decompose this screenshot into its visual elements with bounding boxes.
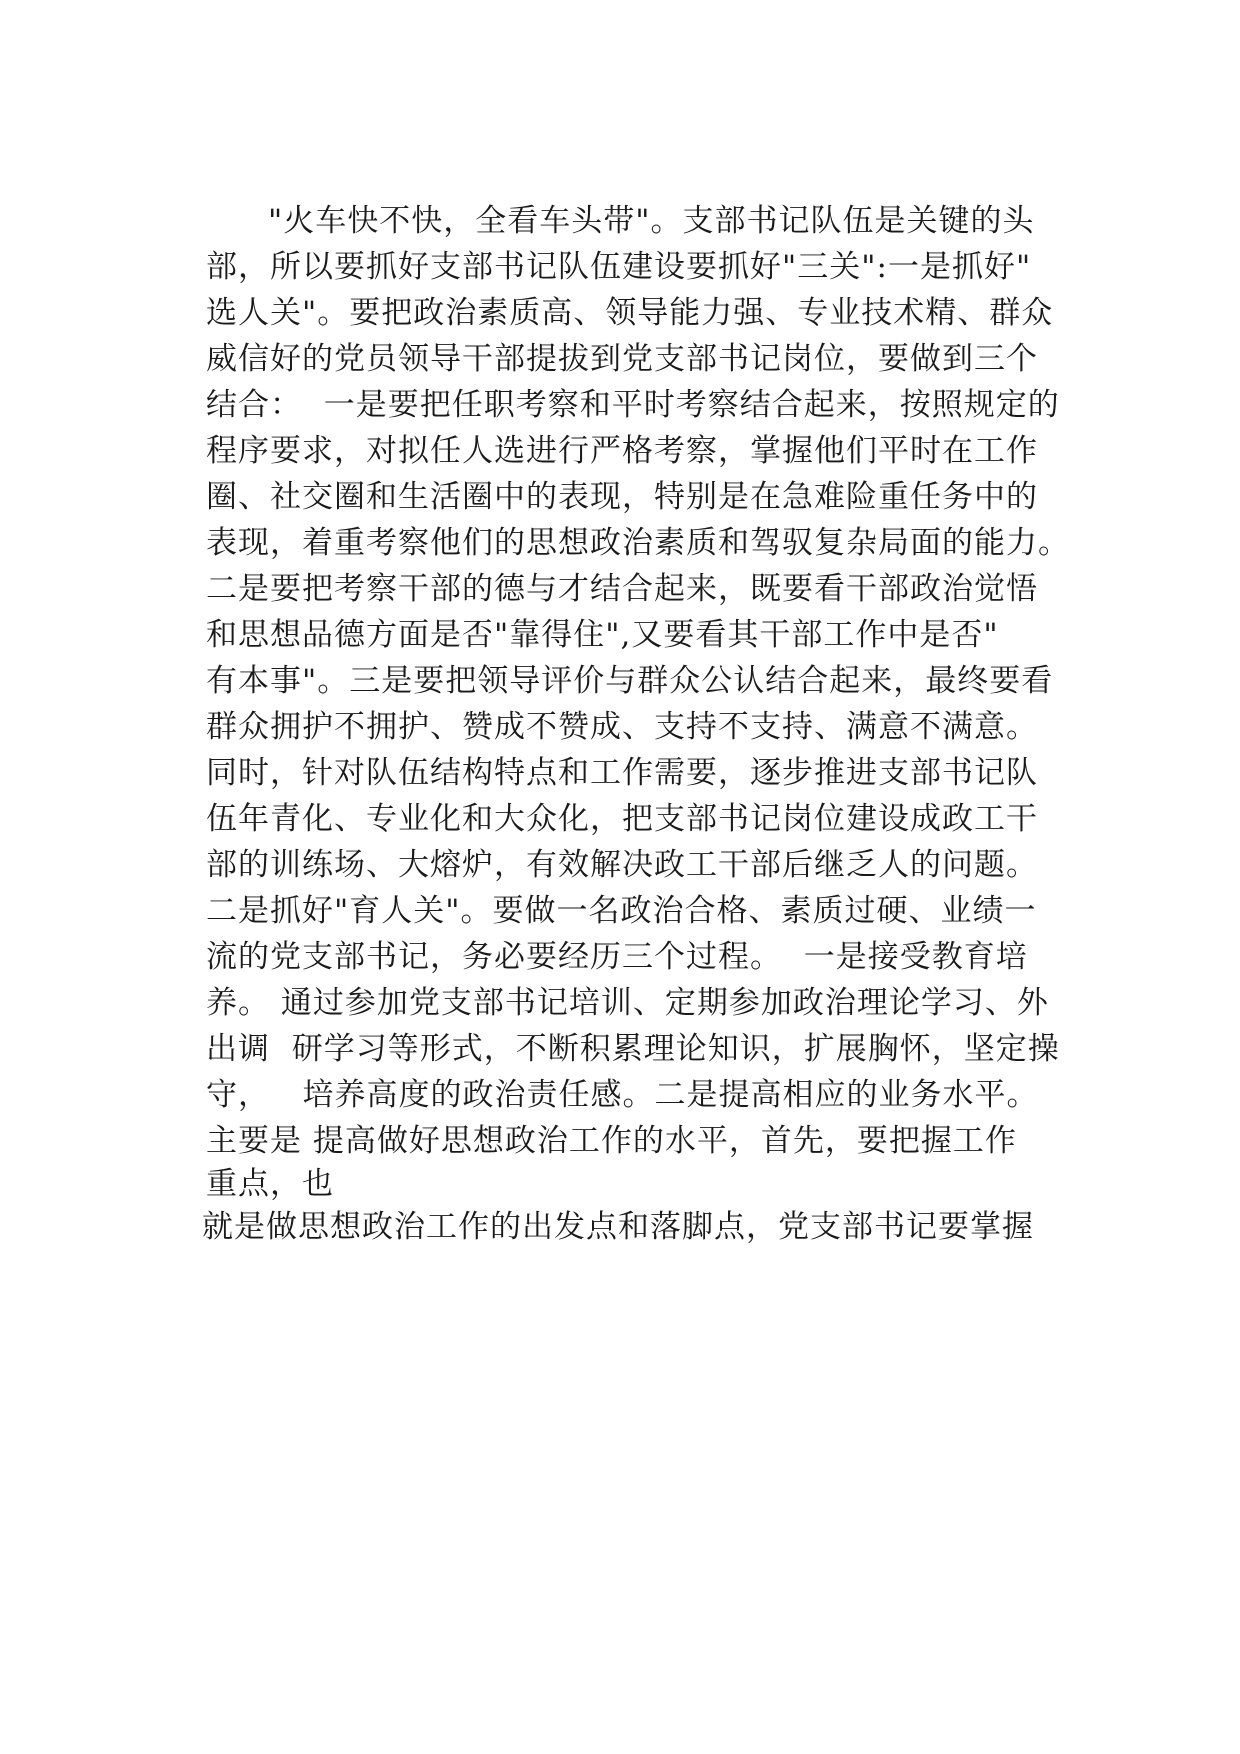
text-line: 结合： 一是要把任职考察和平时考察结合起来，按照规定的 (206, 387, 1060, 423)
text-line: 表现，着重考察他们的思想政治素质和驾驭复杂局面的能力。 (206, 525, 1070, 561)
text-line: 有本事"。三是要把领导评价与群众公认结合起来，最终要看 (206, 663, 1054, 699)
text-line: 部的训练场、大熔炉，有效解决政工干部后继乏人的问题。 (206, 847, 1038, 883)
text-line: 重点，也 (206, 1166, 334, 1202)
text-line: 程序要求，对拟任人选进行严格考察，掌握他们平时在工作 (206, 433, 1038, 469)
text-line: 就是做思想政治工作的出发点和落脚点，党支部书记要掌握 (202, 1209, 1034, 1245)
text-line: 流的党支部书记，务必要经历三个过程。 一是接受教育培 (206, 939, 1028, 975)
text-line: 伍年青化、专业化和大众化，把支部书记岗位建设成政工干 (206, 801, 1038, 837)
text-line: "火车快不快，全看车头带"。支部书记队伍是关键的头 (268, 203, 1035, 239)
text-line: 二是要把考察干部的德与才结合起来，既要看干部政治觉悟 (206, 571, 1038, 607)
text-line: 群众拥护不拥护、赞成不赞成、支持不支持、满意不满意。 (206, 709, 1038, 745)
text-line: 主要是 提高做好思想政治工作的水平，首先，要把握工作 (206, 1123, 1017, 1159)
text-line: 二是抓好"育人关"。要做一名政治合格、素质过硬、业绩一 (206, 893, 1037, 929)
text-line: 选人关"。要把政治素质高、领导能力强、专业技术精、群众 (206, 295, 1054, 331)
text-line: 部，所以要抓好支部书记队伍建设要抓好"三关":一是抓好" (206, 249, 1032, 285)
text-line: 圈、社交圈和生活圈中的表现，特别是在急难险重任务中的 (206, 479, 1038, 515)
text-line: 养。 通过参加党支部书记培训、定期参加政治理论学习、外 (206, 985, 1049, 1021)
text-line: 守， 培养高度的政治责任感。二是提高相应的业务水平。 (206, 1077, 1039, 1113)
text-line: 威信好的党员领导干部提拔到党支部书记岗位，要做到三个 (206, 341, 1038, 377)
text-line: 出调 研学习等形式，不断积累理论知识，扩展胸怀，坚定操 (206, 1031, 1060, 1067)
text-line: 和思想品德方面是否"靠得住",又要看其干部工作中是否" (206, 617, 999, 653)
body-paragraph (202, 198, 1086, 1250)
text-line: 同时，针对队伍结构特点和工作需要，逐步推进支部书记队 (206, 755, 1038, 791)
